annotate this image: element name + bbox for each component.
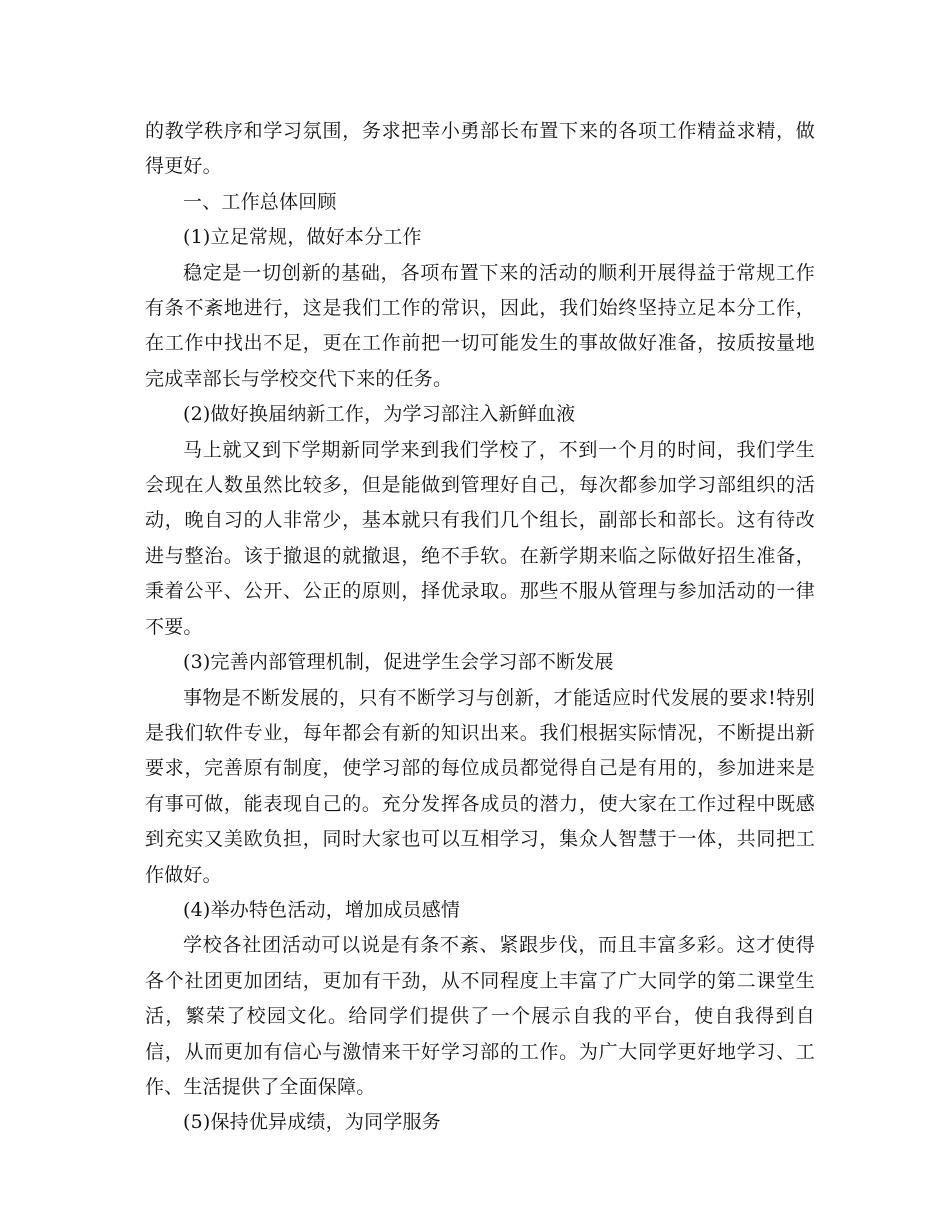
subheading-4: (4)举办特色活动，增加成员感情 — [183, 898, 461, 921]
subheading-5: (5)保持优异成绩，为同学服务 — [183, 1111, 441, 1134]
subheading-1: (1)立足常规，做好本分工作 — [183, 226, 422, 249]
paragraph-1: 稳定是一切创新的基础，各项布置下来的活动的顺利开展得益于常规工作有条不紊地进行，这是我们工作的常识，因此，我们始终坚持立足本分工作，在工作中找出不足，更在工作前把一切可能发生的事故做好准备，按质按量地完成幸部长与学校交代下来的任务。 — [145, 261, 815, 390]
paragraph-continuation: 的教学秩序和学习氛围，务求把幸小勇部长布置下来的各项工作精益求精，做得更好。 — [145, 120, 815, 178]
subheading-2: (2)做好换届纳新工作，为学习部注入新鲜血液 — [183, 403, 576, 426]
subheading-3: (3)完善内部管理机制，促进学生会学习部不断发展 — [183, 651, 614, 674]
paragraph-3: 事物是不断发展的，只有不断学习与创新，才能适应时代发展的要求!特别是我们软件专业，每年都会有新的知识出来。我们根据实际情况，不断提出新要求，完善原有制度，使学习部的每位成员都觉得自己是有用的，参加进来是有事可做，能表现自己的。充分发挥各成员的潜力，使大家在工作过程中既感到充实又美欧负担，同时大家也可以互相学习，集众人智慧于一体，共同把工作做好。 — [145, 686, 815, 886]
document-body — [145, 114, 815, 1141]
section-heading-overview: 一、工作总体回顾 — [183, 190, 337, 213]
paragraph-4: 学校各社团活动可以说是有条不紊、紧跟步伐，而且丰富多彩。这才使得各个社团更加团结，更加有干劲，从不同程度上丰富了广大同学的第二课堂生活，繁荣了校园文化。给同学们提供了一个展示自我的平台，使自我得到自信，从而更加有信心与激情来干好学习部的工作。为广大同学更好地学习、工作、生活提供了全面保障。 — [145, 934, 815, 1098]
paragraph-2: 马上就又到下学期新同学来到我们学校了，不到一个月的时间，我们学生会现在人数虽然比较多，但是能做到管理好自己，每次都参加学习部组织的活动，晚自习的人非常少，基本就只有我们几个组长，副部长和部长。这有待改进与整治。该于撤退的就撤退，绝不手软。在新学期来临之际做好招生准备，秉着公平、公开、公正的原则，择优录取。那些不服从管理与参加活动的一律不要。 — [145, 438, 815, 638]
